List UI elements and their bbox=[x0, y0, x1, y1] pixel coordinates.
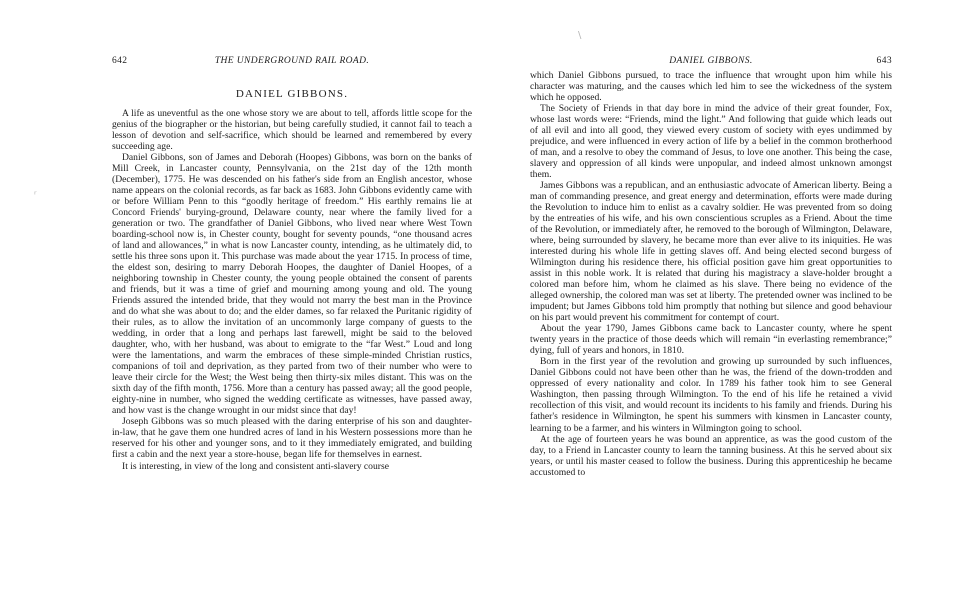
paragraph: At the age of fourteen years he was bound an apprentice, as was the good custom of the day, to a Friend in Lancaster county to learn the tanning business. At this he served about six years, or until his master ceased to follow the business. During this apprenticeship he became accustomed to bbox=[530, 433, 892, 478]
paragraph: It is interesting, in view of the long and consistent anti-slavery course bbox=[122, 460, 389, 472]
paragraph: A life as uneventful as the one whose story we are about to tell, affords little scope for the genius of the biographer or the historian, but being carefully studied, it cannot fail to teach a lesson of devotion and self-sacrifice, which should be learned and remembered by every succeeding age. bbox=[112, 108, 472, 153]
continuation-paragraph: which Daniel Gibbons pursued, to trace the influence that wrought upon him while his character was maturing, and the causes which led him to see the wickedness of the system which he opposed. bbox=[530, 70, 892, 104]
paragraph: Daniel Gibbons, son of James and Deborah (Hoopes) Gibbons, was born on the banks of Mill Creek, in Lancaster county, Pennsylvania, on the 21st day of the 12th month (December), 1775. He was descended on his father's side from an English ancestor, whose name appears on the colonial records, as far back as 1683. John Gibbons evidently came with or before William Penn to this “goodly heritage of freedom.” His earthly remains lie at Concord Friends' burying-ground, Delaware county, near where the family lived for a generation or two. The grandfather of Daniel Gibbons, who lived near where West Town boarding-school now is, in Chester county, bought for seventy pounds, “one thousand acres of land and allowances,” in what is now Lancaster county, intending, as he ultimately did, to settle his three sons upon it. This purchase was made about the year 1715. In process of time, the eldest son, desiring to marry Deborah Hoopes, the daughter of Daniel Hoopes, of a neighboring township in Chester county, the young people obtained the consent of parents and friends, but it was a time of grief and mourning among young and old. The young Friends assured the intended bride, that they would not marry the best man in the Province and do what she was about to do; and the elder dames, so far relaxed the Puritanic rigidity of their rules, as to allow the invitation of an uncommonly large company of guests to the wedding, in order that a long and perhaps last farewell, might be said to the beloved daughter, who, with her husband, was about to emigrate to the “far West.” Loud and long were the lamentations, and warm the embraces of these simple-minded Christian rustics, companions of toil and deprivation, as they parted from two of their number who were to leave their circle for the West; the West being then thirty-six miles distant. This was on the sixth day of the fifth month, 1756. More than a century has passed away; all the good people, eighty-nine in number, who signed the wedding certificate as witnesses, have passed away, and how vast is the change wrought in our midst since that day! bbox=[112, 152, 472, 417]
right-page bbox=[530, 0, 892, 604]
left-body-text bbox=[112, 108, 472, 472]
right-running-title: DANIEL GIBBONS. bbox=[669, 56, 753, 66]
left-page-number: 642 bbox=[112, 56, 128, 66]
paragraph: Joseph Gibbons was so much pleased with the daring enterprise of his son and daughter-in-law, that he gave them one hundred acres of land in his Western possessions more than he reserved for his other and younger sons, and to it they immediately emigrated, and building first a cabin and the next year a store-house, began life for themselves in earnest. bbox=[112, 416, 472, 461]
left-page bbox=[112, 0, 472, 604]
gutter-mark-icon: \ bbox=[578, 30, 582, 41]
left-running-head bbox=[112, 56, 472, 70]
left-running-title: THE UNDERGROUND RAIL ROAD. bbox=[214, 56, 370, 66]
chapter-title: DANIEL GIBBONS. bbox=[235, 88, 349, 100]
paragraph: About the year 1790, James Gibbons came back to Lancaster county, where he spent twenty years in the practice of those deeds which will remain “in everlasting remembrance;” dying, full of years and honors, in 1810. bbox=[530, 323, 892, 357]
right-page-number: 643 bbox=[876, 56, 892, 66]
right-body-text bbox=[530, 70, 892, 478]
right-running-head bbox=[530, 56, 892, 70]
paragraph: The Society of Friends in that day bore in mind the advice of their great founder, Fox, whose last words were: “Friends, mind the light.” And following that guide which leads out of all evil and into all good, they viewed every custom of society with eyes undimmed by prejudice, and were influenced in every action of life by a belief in the common brotherhood of man, and a resolve to obey the command of Jesus, to love one another. This being the case, slavery and oppression of all kinds were unpopular, and indeed almost unknown amongst them. bbox=[530, 103, 892, 181]
paragraph: Born in the first year of the revolution and growing up surrounded by such influences, Daniel Gibbons could not have been other than he was, the friend of the down-trodden and oppressed of every nationality and color. In 1789 his father took him to see General Washington, then passing through Wilmington. To the end of his life he retained a vivid recollection of this visit, and would recount its incidents to his family and friends. During his father's residence in Wilmington, he spent his summers with kinsmen in Lancaster county, learning to be a farmer, and his winters in Wilmington going to school. bbox=[530, 356, 892, 434]
paragraph: James Gibbons was a republican, and an enthusiastic advocate of American liberty. Being a man of commanding presence, and great energy and determination, efforts were made during the Revolution to induce him to enlist as a cavalry soldier. He was prevented from so doing by the entreaties of his wife, and his own conscientious scruples as a Friend. About the time of the Revolution, or immediately after, he removed to the borough of Wilmington, Delaware, where, being surrounded by slavery, he became more than ever alive to its iniquities. He was interested during his whole life in getting slaves off. And being elected second burgess of Wilmington during his residence there, his official position gave him great opportunities to assist in this noble work. It is related that during his magistracy a slave-holder brought a colored man before him, whom he claimed as his slave. There being no evidence of the alleged ownership, the colored man was set at liberty. The pretended owner was inclined to be impudent; but James Gibbons told him promptly that nothing but silence and good behaviour on his part would prevent his commitment for contempt of court. bbox=[530, 180, 892, 324]
margin-mark-icon: ʳ bbox=[34, 190, 37, 201]
